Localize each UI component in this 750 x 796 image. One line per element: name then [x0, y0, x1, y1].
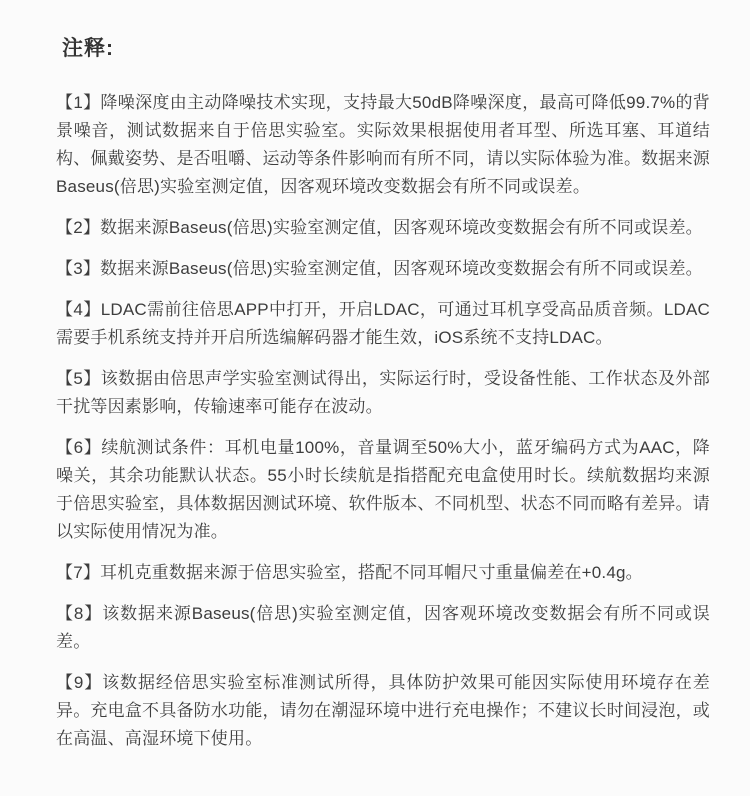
note-item-1: 【1】降噪深度由主动降噪技术实现，支持最大50dB降噪深度，最高可降低99.7%的背景噪音，测试数据来自于倍思实验室。实际效果根据使用者耳型、所选耳塞、耳道结构、佩戴姿势、是否咀嚼、运动等条件影响而有所不同，请以实际体验为准。数据来源Baseus(倍思)实验室测定值，因客观环境改变数据会有所不同或误差。 — [56, 93, 710, 196]
note-item-5: 【5】该数据由倍思声学实验室测试得出，实际运行时，受设备性能、工作状态及外部干扰等因素影响，传输速率可能存在波动。 — [56, 369, 710, 416]
note-item-2: 【2】数据来源Baseus(倍思)实验室测定值，因客观环境改变数据会有所不同或误差。 — [56, 218, 703, 237]
note-item-4: 【4】LDAC需前往倍思APP中打开，开启LDAC，可通过耳机享受高品质音频。LDAC需要手机系统支持并开启所选编解码器才能生效，iOS系统不支持LDAC。 — [56, 300, 710, 347]
notes-title: 注释: — [62, 37, 114, 60]
note-item-3: 【3】数据来源Baseus(倍思)实验室测定值，因客观环境改变数据会有所不同或误差。 — [56, 259, 703, 278]
note-item-8: 【8】该数据来源Baseus(倍思)实验室测定值，因客观环境改变数据会有所不同或误差。 — [56, 604, 710, 651]
note-item-9: 【9】该数据经倍思实验室标准测试所得，具体防护效果可能因实际使用环境存在差异。充电盒不具备防水功能，请勿在潮湿环境中进行充电操作；不建议长时间浸泡，或在高温、高湿环境下使用。 — [56, 673, 710, 748]
note-item-6: 【6】续航测试条件：耳机电量100%，音量调至50%大小，蓝牙编码方式为AAC，降噪关，其余功能默认状态。55小时长续航是指搭配充电盒使用时长。续航数据均来源于倍思实验室，具体数据因测试环境、软件版本、不同机型、状态不同而略有差异。请以实际使用情况为准。 — [56, 438, 710, 541]
note-item-7: 【7】耳机克重数据来源于倍思实验室，搭配不同耳帽尺寸重量偏差在+0.4g。 — [56, 563, 643, 582]
